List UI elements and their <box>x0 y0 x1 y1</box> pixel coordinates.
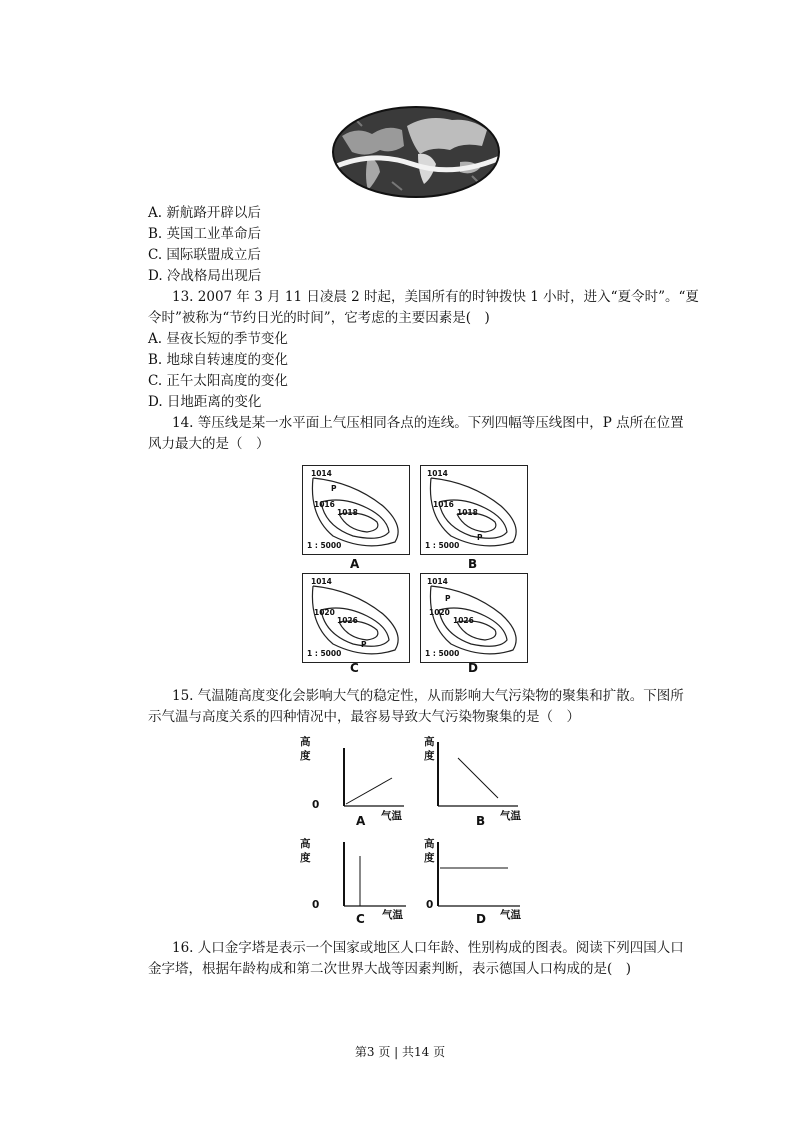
isobar-map-a-letter: A <box>350 557 360 571</box>
point-p-label: P <box>331 484 337 493</box>
graph-d-ylabel-2: 度 <box>424 852 435 864</box>
isobar-map-c <box>302 573 410 663</box>
isobar-label-outer: 1014 <box>311 469 332 478</box>
graph-b-letter: B <box>476 814 486 828</box>
q13-option-b: B. 地球自转速度的变化 <box>148 352 289 368</box>
q12-option-d: D. 冷战格局出现后 <box>148 268 262 284</box>
isobar-label-inner: 1018 <box>457 508 478 517</box>
q15-stem-line1: 15. 气温随高度变化会影响大气的稳定性，从而影响大气污染物的聚集和扩散。下图所 <box>172 688 684 704</box>
isobar-label-mid: 1016 <box>314 500 335 509</box>
isobar-map-b <box>420 465 528 555</box>
graph-a-origin: 0 <box>312 799 320 811</box>
isobar-label-mid: 1020 <box>314 608 335 617</box>
scale-label: 1 : 5000 <box>425 541 460 550</box>
scale-label: 1 : 5000 <box>307 649 342 658</box>
q14-stem-line2: 风力最大的是（ ） <box>148 436 270 452</box>
q13-option-c: C. 正午太阳高度的变化 <box>148 373 288 389</box>
isobar-label-outer: 1014 <box>427 469 448 478</box>
world-map-picture <box>332 106 500 198</box>
q13-stem-line2: 令时”被称为“节约日光的时间”，它考虑的主要因素是( ) <box>148 310 490 326</box>
graph-a-ylabel-2: 度 <box>300 750 311 762</box>
isobar-map-d-letter: D <box>468 661 478 675</box>
isobar-label-inner: 1026 <box>337 616 358 625</box>
q12-option-b: B. 英国工业革命后 <box>148 226 262 242</box>
graph-c-origin: 0 <box>312 899 320 911</box>
q12-option-c: C. 国际联盟成立后 <box>148 247 261 263</box>
scale-label: 1 : 5000 <box>425 649 460 658</box>
isobar-map-a <box>302 465 410 555</box>
graph-b-xlabel: 气温 <box>500 810 521 822</box>
graph-b-line <box>458 758 498 798</box>
isobar-label-inner: 1018 <box>337 508 358 517</box>
scale-label: 1 : 5000 <box>307 541 342 550</box>
q12-option-a: A. 新航路开辟以后 <box>148 205 261 221</box>
isobar-map-c-letter: C <box>350 661 359 675</box>
graph-a-ylabel-1: 高 <box>300 736 311 748</box>
isobar-label-mid: 1020 <box>429 608 450 617</box>
temperature-height-graphs <box>300 730 540 930</box>
q13-stem-line1: 13. 2007 年 3 月 11 日凌晨 2 时起，美国所有的时钟拨快 1 小时，进入“夏令时”。“夏 <box>172 289 699 305</box>
graph-a-xlabel: 气温 <box>381 810 402 822</box>
graph-b-ylabel-1: 高 <box>424 736 435 748</box>
isobar-label-outer: 1014 <box>427 577 448 586</box>
graph-c-ylabel-1: 高 <box>300 838 311 850</box>
q14-stem-line1: 14. 等压线是某一水平面上气压相同各点的连线。下列四幅等压线图中，P 点所在位置 <box>172 415 684 431</box>
graph-d-origin: 0 <box>426 899 434 911</box>
world-map-icon <box>332 106 500 198</box>
q13-option-d: D. 日地距离的变化 <box>148 394 262 410</box>
isobar-label-outer: 1014 <box>311 577 332 586</box>
graph-c-letter: C <box>356 912 365 926</box>
isobar-label-mid: 1016 <box>433 500 454 509</box>
graph-d-ylabel-1: 高 <box>424 838 435 850</box>
point-p-label: P <box>361 640 367 649</box>
q15-stem-line2: 示气温与高度关系的四种情况中，最容易导致大气污染物聚集的是（ ） <box>148 709 580 725</box>
graph-a-letter: A <box>356 814 366 828</box>
graph-c-ylabel-2: 度 <box>300 852 311 864</box>
graph-a-line <box>346 778 392 804</box>
point-p-label: P <box>477 533 483 542</box>
q13-option-a: A. 昼夜长短的季节变化 <box>148 331 288 347</box>
graph-b-ylabel-2: 度 <box>424 750 435 762</box>
graph-d-letter: D <box>476 912 486 926</box>
point-p-label: P <box>445 594 451 603</box>
page-footer: 第3 页 | 共14 页 <box>354 1045 446 1059</box>
q16-stem-line2: 金字塔，根据年龄构成和第二次世界大战等因素判断，表示德国人口构成的是( ) <box>148 961 632 977</box>
isobar-map-b-letter: B <box>468 557 478 571</box>
graph-d-xlabel: 气温 <box>500 909 521 921</box>
isobar-map-d <box>420 573 528 663</box>
graph-c-xlabel: 气温 <box>382 909 403 921</box>
isobar-label-inner: 1026 <box>453 616 474 625</box>
q16-stem-line1: 16. 人口金字塔是表示一个国家或地区人口年龄、性别构成的图表。阅读下列四国人口 <box>172 940 684 956</box>
